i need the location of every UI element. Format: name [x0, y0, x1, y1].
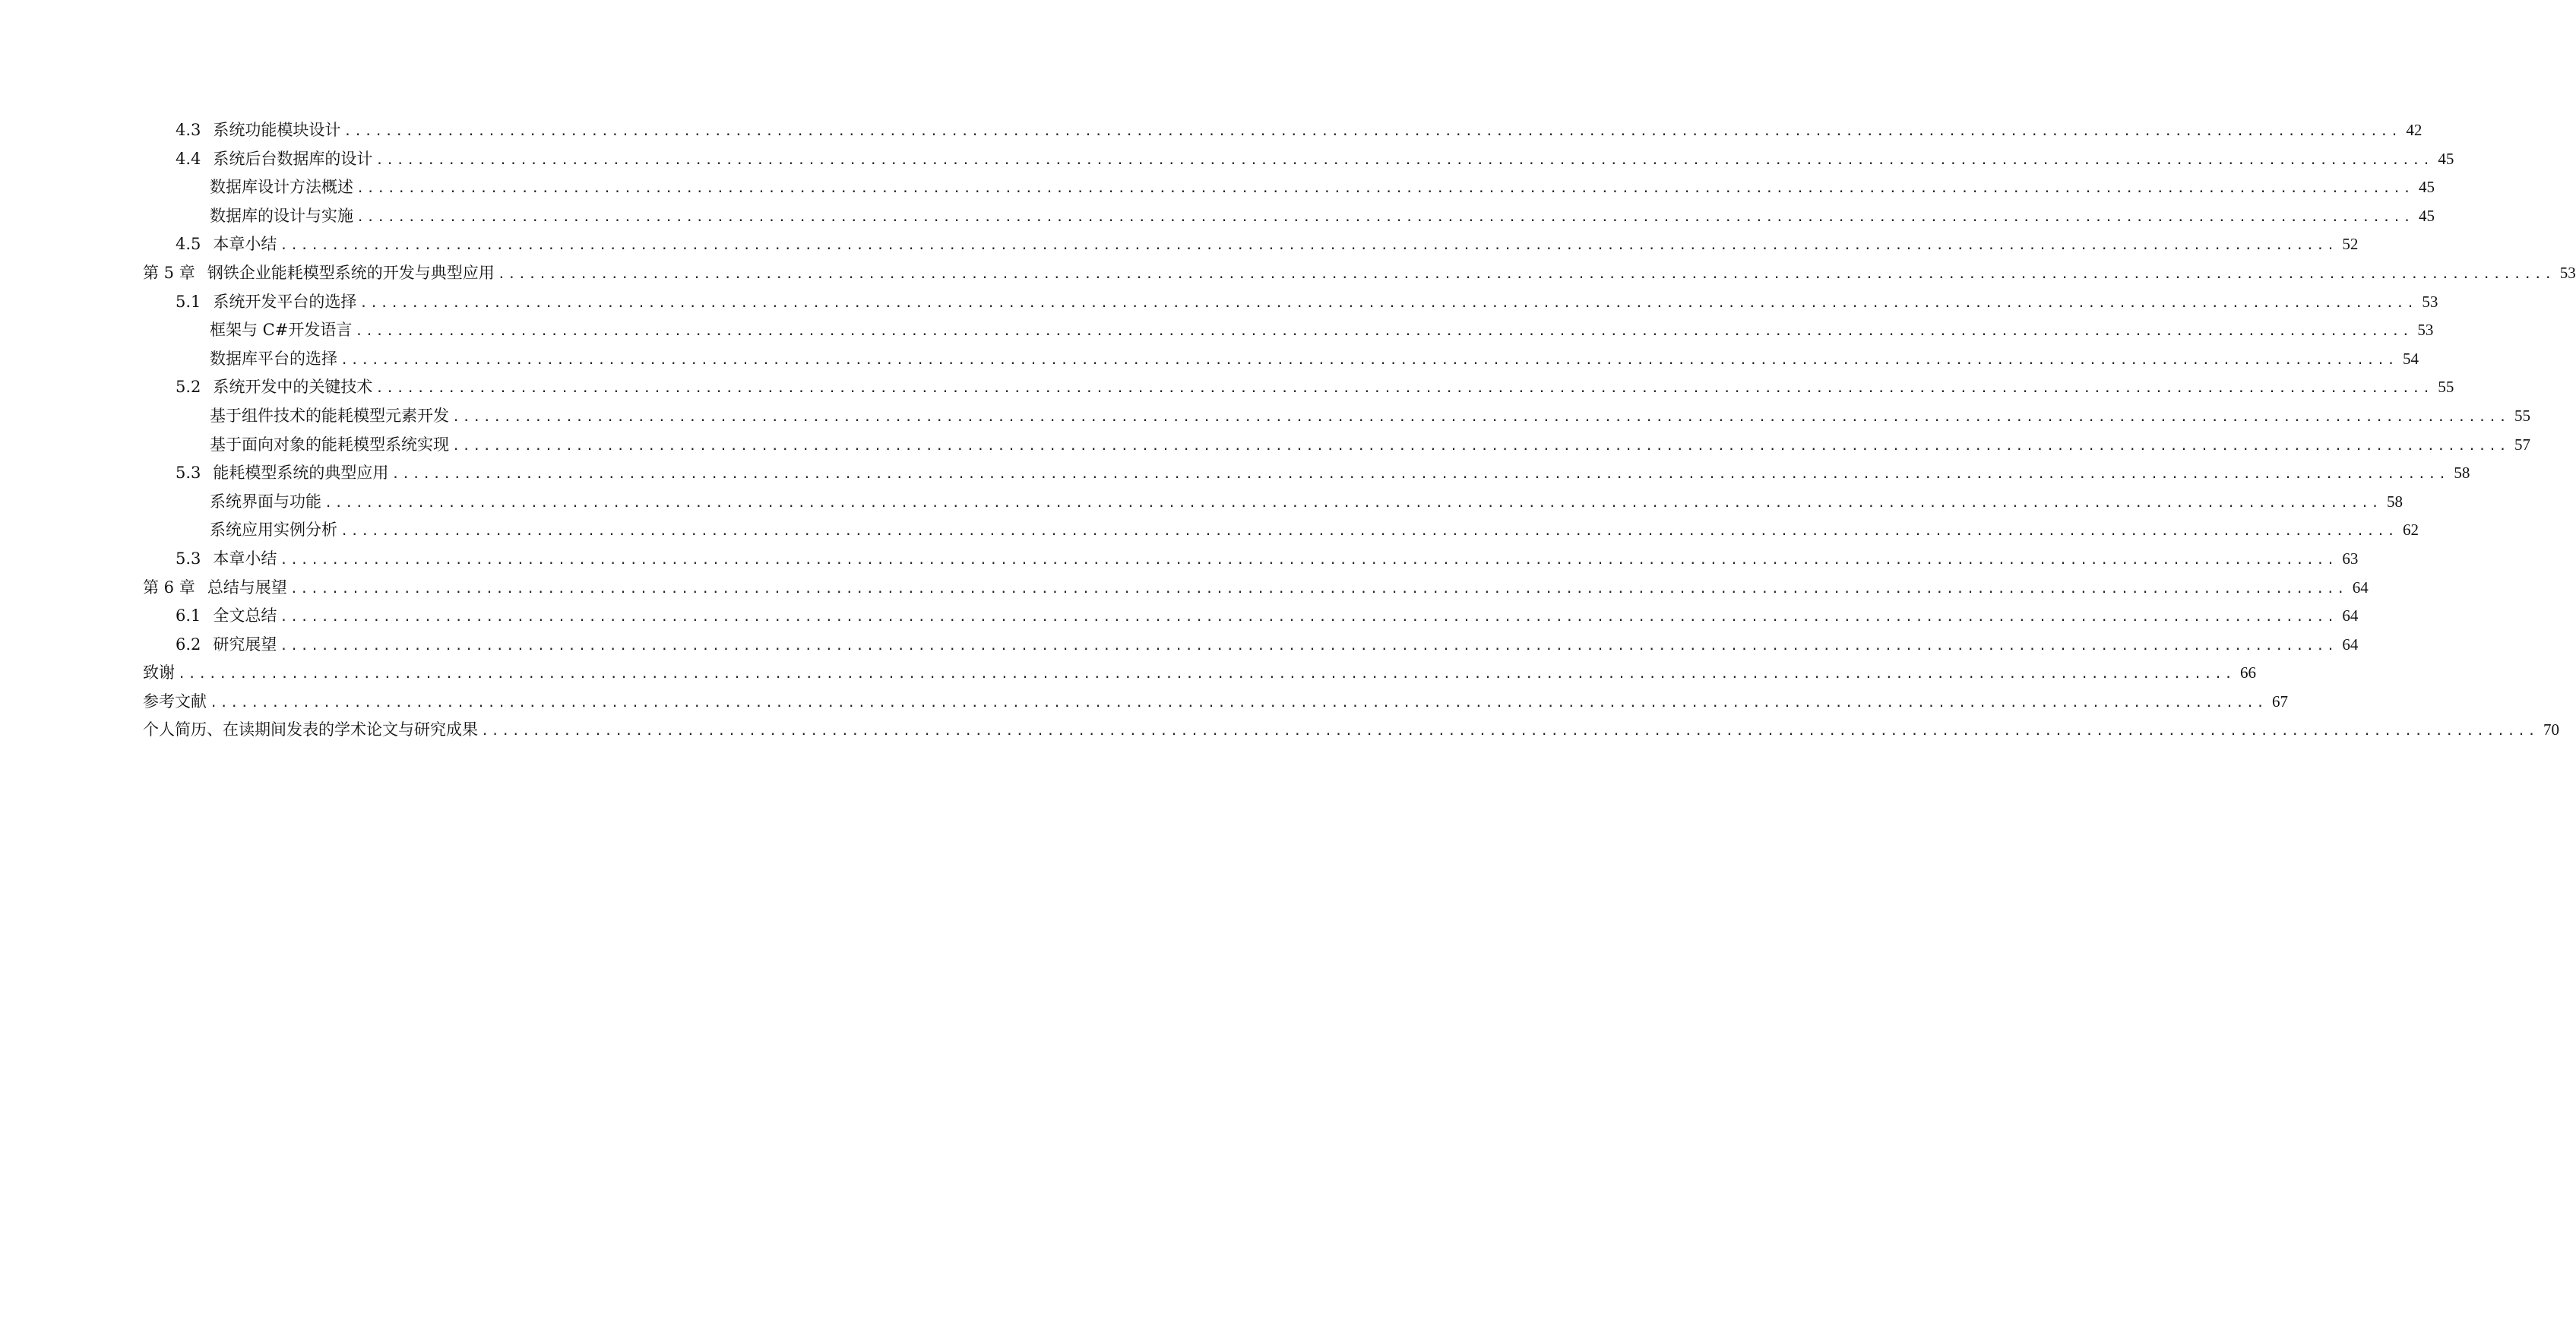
dot-leader: ........................................................................................................................................................................................................ — [280, 552, 2337, 568]
dot-leader: ........................................................................................................................................................................................................ — [324, 495, 2381, 511]
toc-entry[interactable] — [143, 431, 2530, 460]
dot-leader: ........................................................................................................................................................................................................ — [340, 352, 2397, 368]
toc-entry[interactable] — [143, 488, 2403, 517]
toc-entry[interactable] — [143, 459, 2470, 488]
toc-entry-number: 5.2 — [176, 378, 201, 397]
toc-entry[interactable] — [143, 173, 2435, 202]
toc-entry-number: 5.3 — [176, 464, 201, 483]
dot-leader: ........................................................................................................................................................................................................ — [375, 152, 2433, 168]
toc-entry-title: 全文总结 — [213, 606, 277, 625]
toc-entry[interactable] — [143, 402, 2530, 431]
toc-entry-title: 基于组件技术的能耗模型元素开发 — [210, 406, 449, 425]
toc-entry[interactable] — [143, 516, 2419, 545]
toc-entry-number: 5.1 — [176, 292, 201, 311]
toc-page-number: 66 — [2239, 663, 2256, 682]
toc-chapter-number: 第 6 章 — [143, 578, 195, 597]
toc-entry-title: 能耗模型系统的典型应用 — [213, 464, 389, 483]
toc-page-number: 57 — [2514, 435, 2530, 454]
toc-entry-number: 4.3 — [176, 121, 201, 139]
toc-entry-title: 研究展望 — [213, 635, 277, 654]
dot-leader: ........................................................................................................................................................................................................ — [391, 467, 2449, 483]
toc-entry-title: 数据库的设计与实施 — [210, 206, 353, 225]
toc-entry-title: 系统开发平台的选择 — [213, 292, 357, 311]
toc-entry-title: 数据库平台的选择 — [210, 349, 337, 368]
toc-entry[interactable] — [143, 545, 2359, 574]
toc-entry-number: 6.1 — [176, 606, 201, 625]
toc-page-number: 55 — [2514, 406, 2530, 425]
toc-entry-number: 6.2 — [176, 635, 201, 654]
toc-page-number: 52 — [2342, 235, 2359, 254]
dot-leader: ........................................................................................................................................................................................................ — [452, 438, 2509, 454]
dot-leader: ........................................................................................................................................................................................................ — [178, 666, 2235, 682]
dot-leader: ........................................................................................................................................................................................................ — [290, 581, 2347, 597]
toc-page-number: 45 — [2418, 178, 2435, 197]
toc-entry-title: 本章小结 — [213, 235, 277, 254]
toc-chapter-entry[interactable] — [143, 574, 2369, 603]
toc-entry-resume[interactable] — [143, 716, 2559, 745]
toc-page-number: 63 — [2342, 549, 2359, 568]
toc-entry[interactable] — [143, 116, 2423, 145]
dot-leader: ........................................................................................................................................................................................................ — [375, 381, 2433, 397]
toc-entry-title: 本章小结 — [213, 549, 277, 568]
toc-page-number: 42 — [2406, 121, 2423, 139]
toc-entry-references[interactable] — [143, 688, 2288, 717]
toc-page-number: 67 — [2271, 692, 2288, 711]
toc-page-number: 64 — [2342, 635, 2359, 654]
toc-entry-title: 个人简历、在读期间发表的学术论文与研究成果 — [143, 720, 478, 739]
toc-entry[interactable] — [143, 202, 2435, 231]
toc-entry-title: 系统应用实例分析 — [210, 521, 337, 540]
dot-leader: ........................................................................................................................................................................................................ — [280, 610, 2337, 625]
toc-page-number: 58 — [2386, 492, 2403, 511]
toc-entry-title: 系统后台数据库的设计 — [213, 149, 373, 168]
toc-page-number: 53 — [2417, 321, 2434, 340]
toc-entry[interactable] — [143, 345, 2419, 374]
dot-leader: ........................................................................................................................................................................................................ — [280, 638, 2337, 654]
toc-entry-title: 参考文献 — [143, 692, 207, 711]
toc-entry-title: 框架与 C#开发语言 — [210, 321, 353, 340]
toc-entry-title: 总结与展望 — [207, 578, 287, 597]
toc-entry-title: 致谢 — [143, 663, 175, 682]
toc-entry-title: 钢铁企业能耗模型系统的开发与典型应用 — [207, 263, 495, 282]
toc-page-number: 64 — [2342, 606, 2359, 625]
dot-leader: ........................................................................................................................................................................................................ — [355, 324, 2413, 340]
toc-entry-title: 基于面向对象的能耗模型系统实现 — [210, 435, 449, 454]
toc-entry-title: 系统开发中的关键技术 — [213, 378, 373, 397]
dot-leader: ........................................................................................................................................................................................................ — [452, 409, 2509, 425]
toc-page-number: 70 — [2543, 720, 2559, 739]
toc-entry[interactable] — [143, 230, 2359, 259]
dot-leader: ........................................................................................................................................................................................................ — [356, 209, 2413, 225]
dot-leader: ........................................................................................................................................................................................................ — [481, 723, 2538, 739]
toc-page-number: 62 — [2402, 521, 2419, 540]
toc-page-number: 45 — [2438, 149, 2454, 168]
toc-entry-title: 系统功能模块设计 — [213, 121, 341, 139]
dot-leader: ........................................................................................................................................................................................................ — [343, 124, 2401, 139]
toc-entry-number: 4.4 — [176, 149, 201, 168]
toc-entry[interactable] — [143, 288, 2438, 317]
toc-entry[interactable] — [143, 316, 2434, 345]
toc-chapter-number: 第 5 章 — [143, 263, 195, 282]
toc-page-number: 45 — [2418, 206, 2435, 225]
dot-leader: ........................................................................................................................................................................................................ — [280, 238, 2337, 254]
toc-page-number: 53 — [2422, 292, 2438, 311]
dot-leader: ........................................................................................................................................................................................................ — [340, 524, 2397, 540]
toc-entry-acknowledgements[interactable] — [143, 659, 2256, 688]
toc-page-number: 53 — [2559, 263, 2576, 282]
toc-entry-title: 数据库设计方法概述 — [210, 178, 353, 197]
toc-chapter-entry[interactable] — [143, 259, 2576, 288]
toc-entry-number: 5.3 — [176, 549, 201, 568]
dot-leader: ........................................................................................................................................................................................................ — [356, 181, 2413, 197]
toc-page-number: 58 — [2454, 464, 2470, 483]
dot-leader: ........................................................................................................................................................................................................ — [210, 695, 2267, 711]
toc-page-number: 64 — [2352, 578, 2369, 597]
toc-page-number: 54 — [2402, 349, 2419, 368]
toc-entry[interactable] — [143, 631, 2359, 660]
dot-leader: ........................................................................................................................................................................................................ — [359, 295, 2417, 311]
toc-entry[interactable] — [143, 145, 2454, 174]
toc-entry-number: 4.5 — [176, 235, 201, 254]
table-of-contents — [143, 116, 2576, 745]
toc-entry[interactable] — [143, 602, 2359, 631]
toc-page-number: 55 — [2438, 378, 2454, 397]
dot-leader: ........................................................................................................................................................................................................ — [497, 266, 2555, 282]
toc-entry[interactable] — [143, 373, 2454, 402]
toc-entry-title: 系统界面与功能 — [210, 492, 321, 511]
